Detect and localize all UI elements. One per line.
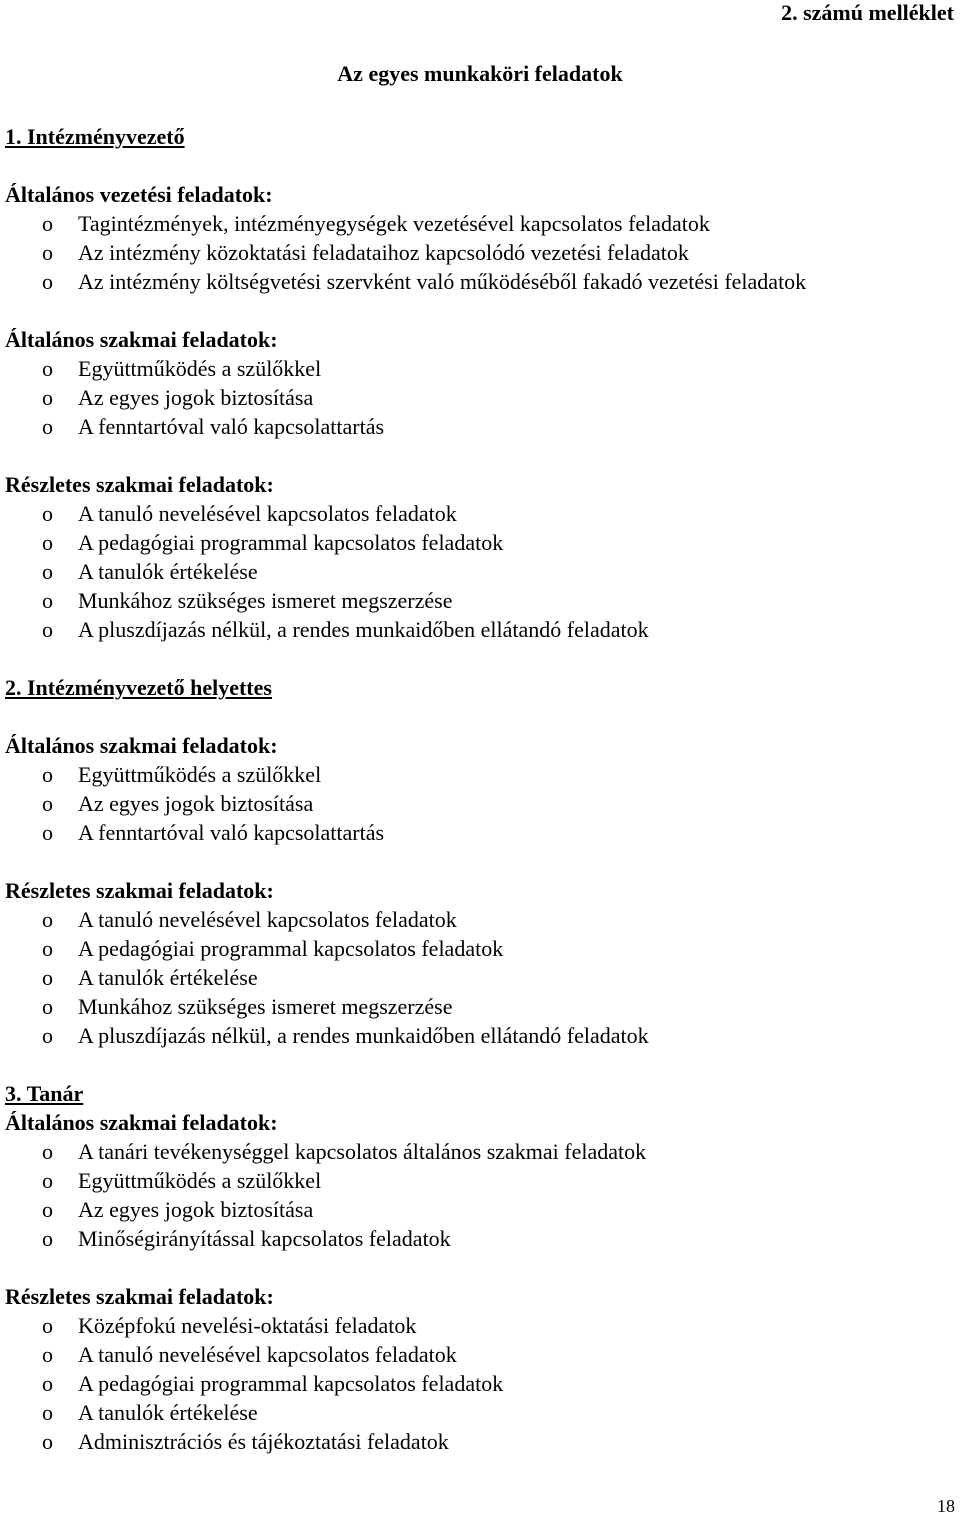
list-item-text: A tanári tevékenységgel kapcsolatos általános szakmai feladatok [78,1139,647,1164]
list-item [5,1427,955,1456]
section-role-heading: 2. Intézményvezető helyettes [5,675,272,700]
list-item [5,1224,955,1253]
list-item-text: A tanulók értékelése [78,559,258,584]
task-list [5,209,955,296]
list-item-text: A fenntartóval való kapcsolattartás [78,820,385,845]
circle-bullet-icon: o [42,240,53,265]
circle-bullet-icon: o [42,1371,53,1396]
circle-bullet-icon: o [42,936,53,961]
list-item [5,1398,955,1427]
list-item-text: A pedagógiai programmal kapcsolatos feladatok [78,530,504,555]
group-heading: Általános vezetési feladatok: [5,182,273,207]
list-item-text: Az intézmény költségvetési szervként való működéséből fakadó vezetési feladatok [78,269,807,294]
list-item-text: A tanulók értékelése [78,1400,258,1425]
list-item [5,992,955,1021]
task-list [5,499,955,644]
group-heading: Részletes szakmai feladatok: [5,878,274,903]
circle-bullet-icon: o [42,559,53,584]
document-body [5,122,955,1456]
circle-bullet-icon: o [42,1429,53,1454]
spacer [5,644,955,673]
list-item [5,905,955,934]
spacer [5,702,955,731]
list-item [5,267,955,296]
circle-bullet-icon: o [42,1400,53,1425]
circle-bullet-icon: o [42,791,53,816]
circle-bullet-icon: o [42,1226,53,1251]
list-item [5,789,955,818]
circle-bullet-icon: o [42,414,53,439]
list-item-text: A pedagógiai programmal kapcsolatos feladatok [78,1371,504,1396]
list-item-text: Az intézmény közoktatási feladataihoz kapcsolódó vezetési feladatok [78,240,689,265]
list-item-text: Az egyes jogok biztosítása [78,791,314,816]
circle-bullet-icon: o [42,617,53,642]
list-item-text: Az egyes jogok biztosítása [78,385,314,410]
circle-bullet-icon: o [42,588,53,613]
list-item-text: Együttműködés a szülőkkel [78,762,322,787]
list-item [5,1137,955,1166]
circle-bullet-icon: o [42,1197,53,1222]
task-list [5,354,955,441]
list-item [5,963,955,992]
list-item [5,499,955,528]
circle-bullet-icon: o [42,356,53,381]
group-heading: Részletes szakmai feladatok: [5,1284,274,1309]
list-item [5,586,955,615]
list-item-text: Munkához szükséges ismeret megszerzése [78,588,453,613]
circle-bullet-icon: o [42,907,53,932]
circle-bullet-icon: o [42,965,53,990]
circle-bullet-icon: o [42,385,53,410]
list-item [5,412,955,441]
circle-bullet-icon: o [42,1023,53,1048]
list-item [5,1340,955,1369]
list-item [5,760,955,789]
list-item [5,1195,955,1224]
annex-label: 2. számú melléklet [781,0,954,25]
list-item-text: Tagintézmények, intézményegységek vezetésével kapcsolatos feladatok [78,211,710,236]
circle-bullet-icon: o [42,269,53,294]
spacer [5,1253,955,1282]
list-item-text: Adminisztrációs és tájékoztatási feladatok [78,1429,449,1454]
spacer [5,1050,955,1079]
group-heading: Általános szakmai feladatok: [5,733,278,758]
circle-bullet-icon: o [42,1313,53,1338]
list-item-text: A pluszdíjazás nélkül, a rendes munkaidőben ellátandó feladatok [78,617,649,642]
list-item-text: A tanuló nevelésével kapcsolatos feladatok [78,907,457,932]
group-heading: Részletes szakmai feladatok: [5,472,274,497]
circle-bullet-icon: o [42,994,53,1019]
list-item-text: A pluszdíjazás nélkül, a rendes munkaidőben ellátandó feladatok [78,1023,649,1048]
circle-bullet-icon: o [42,1168,53,1193]
circle-bullet-icon: o [42,530,53,555]
list-item [5,1166,955,1195]
document-title: Az egyes munkaköri feladatok [337,61,623,86]
list-item-text: A tanuló nevelésével kapcsolatos feladatok [78,501,457,526]
circle-bullet-icon: o [42,211,53,236]
list-item [5,1021,955,1050]
list-item [5,557,955,586]
circle-bullet-icon: o [42,762,53,787]
list-item [5,238,955,267]
task-list [5,905,955,1050]
list-item-text: A tanuló nevelésével kapcsolatos feladatok [78,1342,457,1367]
list-item [5,209,955,238]
list-item-text: A pedagógiai programmal kapcsolatos feladatok [78,936,504,961]
list-item [5,383,955,412]
section-role-heading: 3. Tanár [5,1081,84,1106]
group-heading: Általános szakmai feladatok: [5,1110,278,1135]
task-list [5,760,955,847]
circle-bullet-icon: o [42,1139,53,1164]
spacer [5,296,955,325]
task-list [5,1311,955,1456]
spacer [5,441,955,470]
list-item-text: A tanulók értékelése [78,965,258,990]
list-item [5,1311,955,1340]
list-item-text: Minőségirányítással kapcsolatos feladatok [78,1226,451,1251]
circle-bullet-icon: o [42,501,53,526]
list-item [5,818,955,847]
list-item-text: A fenntartóval való kapcsolattartás [78,414,385,439]
list-item [5,1369,955,1398]
list-item-text: Együttműködés a szülőkkel [78,1168,322,1193]
spacer [5,847,955,876]
spacer [5,151,955,180]
list-item [5,528,955,557]
list-item-text: Középfokú nevelési-oktatási feladatok [78,1313,417,1338]
list-item [5,934,955,963]
list-item [5,354,955,383]
list-item [5,615,955,644]
list-item-text: Az egyes jogok biztosítása [78,1197,314,1222]
circle-bullet-icon: o [42,1342,53,1367]
group-heading: Általános szakmai feladatok: [5,327,278,352]
circle-bullet-icon: o [42,820,53,845]
task-list [5,1137,955,1253]
list-item-text: Munkához szükséges ismeret megszerzése [78,994,453,1019]
list-item-text: Együttműködés a szülőkkel [78,356,322,381]
section-role-heading: 1. Intézményvezető [5,124,185,149]
page-number: 18 [937,1496,955,1516]
